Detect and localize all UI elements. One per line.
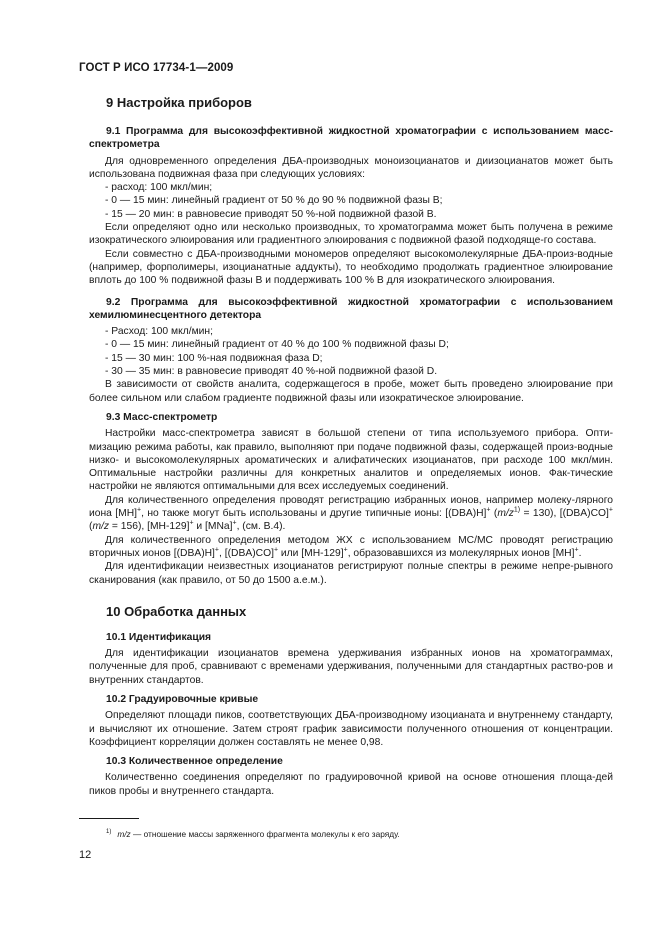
section-10-heading: 10 Обработка данных (106, 603, 247, 619)
list-item: - 15 — 20 мин: в равновесие приводят 50 %-ной подвижной фазой В. (105, 208, 437, 220)
section-10-2-paragraph-1: Определяют площади пиков, соответствующих ДБА-производному изоцианата и внутреннему стандарту, и вычисляют их отношение. Затем строят график зависимости полученного отношения от концентрации. Коэффициент корреляции должен составлять не менее 0,98. (89, 710, 613, 748)
section-10-3-heading: 10.3 Количественное определение (106, 756, 283, 768)
section-9-3-heading: 9.3 Масс-спектрометр (106, 411, 218, 423)
footnote-text: — отношение массы заряженного фрагмента молекулы к его заряду. (130, 829, 400, 839)
section-10-1-paragraph-1: Для идентификации изоцианатов времена удерживания избранных ионов на хроматограммах, полученные для проб, сравнивают с временами удерживания, полученными для стандартных раство-ров и внутренних стандартов. (89, 648, 613, 686)
footnote-divider (79, 818, 139, 819)
document-header: ГОСТ Р ИСО 17734-1—2009 (79, 62, 234, 74)
footnote-term: m/z (117, 829, 131, 839)
section-9-1-heading: 9.1 Программа для высокоэффективной жидкостной хроматографии с использованием масс-спектрометра (89, 126, 613, 151)
section-9-1-paragraph-2: Если определяют одно или несколько производных, то хроматограмма может быть получена в режиме изократического элюирования или градиентного элюирования с подвижной фазой подходяще-го состава. (89, 222, 613, 247)
page-number: 12 (79, 849, 92, 861)
list-item: - расход: 100 мкл/мин; (105, 182, 213, 194)
footnote-mark: 1) (106, 829, 112, 836)
section-9-3-paragraph-3: Для количественного определения методом ЖХ с использованием МС/МС проводят регистрацию вторичных ионов [(DBA)H]+, [(DBA)CO]+ или [MH-129]+, образовавшихся из молекулярных ионов [MH]+. (89, 534, 613, 559)
list-item: - 15 — 30 мин: 100 %-ная подвижная фаза D; (105, 352, 323, 364)
section-10-3-paragraph-1: Количественно соединения определяют по градуировочной кривой на основе отношения площа-дей пиков пробы и внутреннего стандарта. (89, 772, 613, 797)
document-body (89, 90, 613, 798)
section-10-1-heading: 10.1 Идентификация (106, 631, 212, 643)
section-9-2-heading: 9.2 Программа для высокоэффективной жидкостной хроматографии с использованием хемилюминесцентного детектора (89, 296, 613, 321)
section-9-3-paragraph-4: Для идентификации неизвестных изоцианатов регистрируют полные спектры в режиме непре-рывного сканирования (как правило, от 50 до 1500 а.е.м.). (89, 561, 613, 586)
section-9-3-paragraph-2: Для количественного определения проводят регистрацию избранных ионов, например молеку-лярного иона [МН]+, но также могут быть использованы и другие типичные ионы: [(DBA)H]+ $(m/z^{1)} = 130)$, [(DBA)CO]+ (m/z = 156), [MH-129]+ и [MNa]+, (см. В.4). (89, 494, 613, 533)
section-9-1-paragraph-1: Для одновременного определения ДБА-производных моноизоцианатов и диизоцианатов может быть использована подвижная фаза при следующих условиях: (89, 155, 613, 180)
list-item: - Расход: 100 мкл/мин; (105, 326, 213, 338)
footnote (106, 829, 400, 839)
list-item: - 30 — 35 мин: в равновесие приводят 40 %-ной подвижной фазой D. (105, 366, 438, 378)
section-9-1-paragraph-3: Если совместно с ДБА-производными мономеров определяют высокомолекулярные ДБА-произ-водные (например, форполимеры, изоцианатные аддукты), то необходимо продолжать градиентное элюирование вплоть до 100 % подвижной фазы В и поддерживать 100 % В для изократического элюирования. (89, 248, 613, 287)
list-item: - 0 — 15 мин: линейный градиент от 40 % до 100 % подвижной фазы D; (105, 339, 449, 351)
section-10-2-heading: 10.2 Градуировочные кривые (106, 693, 259, 705)
list-item: - 0 — 15 мин: линейный градиент от 50 % до 90 % подвижной фазы В; (105, 195, 443, 207)
section-9-heading: 9 Настройка приборов (106, 95, 252, 110)
section-9-3-paragraph-1: Настройки масс-спектрометра зависят в большой степени от типа используемого прибора. Опти-мизацию режима работы, как правило, выполняют при подаче подвижной фазы, содержащей произ-водные низко- и высокомолекулярных ароматических и алифатических изоцианатов, при расходе 100 мкл/мин. Оптимальные настройки различны для конкретных аналитов и определяемых ионов. Фак-тические настройки не являются оптимальными для всех исследуемых соединений. (89, 428, 613, 493)
section-9-2-paragraph-1: В зависимости от свойств аналита, содержащегося в пробе, может быть проведено элюирование при более сильном или слабом градиенте подвижной фазы или изократическое элюирование. (89, 379, 613, 404)
